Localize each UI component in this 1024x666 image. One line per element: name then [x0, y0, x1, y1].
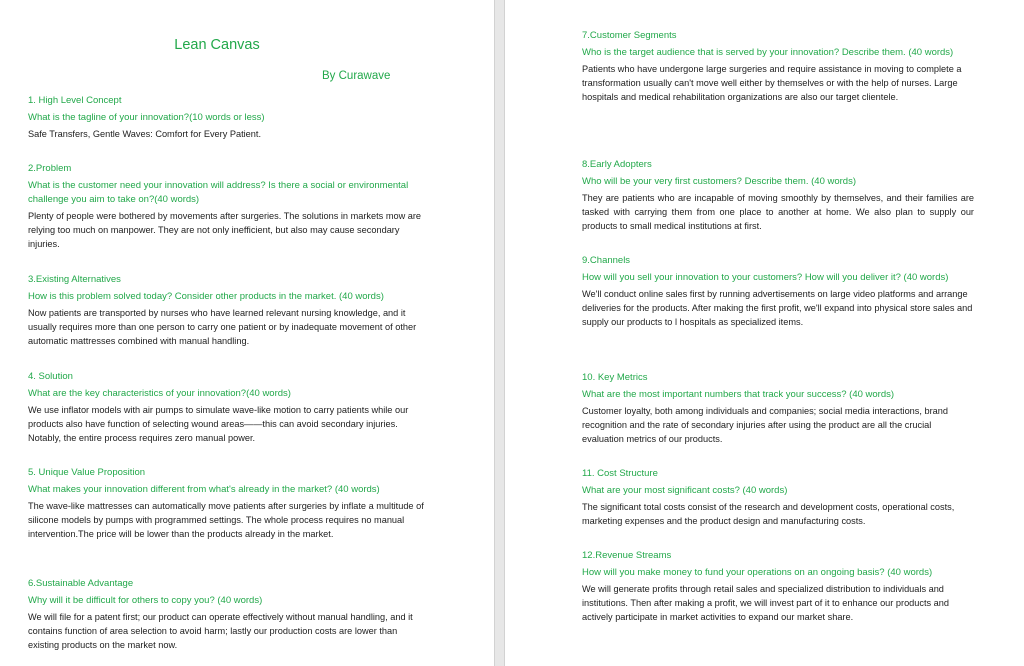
section-title: 1. High Level Concept: [28, 95, 122, 106]
section-revenue-streams: [582, 549, 974, 624]
section-answer: We will generate profits through retail sales and specialized distribution to individuals and institutions. Then after making a profit, we will invest part of it to enhance our products and actively participate in market activities to expand our market share.: [582, 584, 950, 622]
section-answer: We will file for a patent first; our product can operate effectively without manual handling, and it contains function of area selection to avoid harm; lastly our production costs are lower than existing products on the market now.: [28, 612, 413, 650]
section-title: 5. Unique Value Proposition: [28, 467, 146, 478]
section-solution: [28, 370, 424, 445]
document-page-left: [0, 0, 494, 666]
section-title: 3.Existing Alternatives: [28, 274, 121, 285]
section-question: What is the tagline of your innovation?(10 words or less): [28, 112, 265, 123]
section-title: 2.Problem: [28, 163, 72, 174]
section-title: 7.Customer Segments: [582, 30, 677, 41]
section-answer: They are patients who are incapable of moving smoothly by themselves, and their families are tasked with carrying them from one place to another at home. We also plan to supply our products to small medical institutions at first.: [582, 193, 974, 231]
section-answer: Now patients are transported by nurses who have learned relevant nursing knowledge, and it usually requires more than one person to carry one patient or by inadequate movement of other automatic mattresses combined with manual handling.: [28, 308, 417, 346]
section-question: What are the most important numbers that track your success? (40 words): [582, 389, 895, 400]
section-question: What are your most significant costs? (40 words): [582, 485, 788, 496]
section-cost-structure: [582, 467, 974, 528]
section-question: What is the customer need your innovation will address? Is there a social or environmental challenge you aim to take on?(40 words): [28, 180, 409, 205]
section-answer: Plenty of people were bothered by movements after surgeries. The solutions in markets mow are relying too much on manpower. They are not only inefficient, but also may cause secondary injuries.: [28, 211, 422, 249]
section-unique-value-proposition: [28, 466, 424, 541]
section-question: What makes your innovation different from what's already in the market? (40 words): [28, 484, 380, 495]
section-existing-alternatives: [28, 273, 424, 348]
section-title: 10. Key Metrics: [582, 372, 648, 383]
section-question: Why will it be difficult for others to copy you? (40 words): [28, 595, 263, 606]
author-byline: By Curawave: [322, 70, 391, 82]
section-channels: [582, 254, 974, 329]
section-question: How will you sell your innovation to your customers? How will you deliver it? (40 words): [582, 272, 949, 283]
document-page-right: [505, 0, 1024, 666]
section-question: How is this problem solved today? Consider other products in the market. (40 words): [28, 291, 384, 302]
section-answer: Safe Transfers, Gentle Waves: Comfort for Every Patient.: [28, 129, 262, 139]
section-problem: [28, 162, 424, 251]
section-sustainable-advantage: [28, 577, 424, 652]
section-question: Who is the target audience that is served by your innovation? Describe them. (40 words): [582, 47, 954, 58]
section-question: What are the key characteristics of your innovation?(40 words): [28, 388, 291, 399]
section-answer: We use inflator models with air pumps to simulate wave-like motion to carry patients while our products also have function of selecting wound areas——this can avoid secondary injuries. Notably, the entire process requires zero manual power.: [28, 405, 409, 443]
section-answer: The wave-like mattresses can automatically move patients after surgeries by inflate a multitude of silicone models by pumps with programmed settings. The whole process requires no manual intervention.The price will be lower than the products already in the market.: [28, 501, 424, 539]
section-answer: The significant total costs consist of the research and development costs, operational costs, marketing expenses and the product design and manufacturing costs.: [582, 502, 955, 526]
section-high-level-concept: [28, 94, 424, 141]
section-answer: Customer loyalty, both among individuals and companies; social media interactions, brand recognition and the rate of secondary injuries after using the product are all the crucial evaluation metrics of our products.: [582, 406, 948, 444]
page-title: Lean Canvas: [174, 37, 260, 53]
section-customer-segments: [582, 29, 974, 104]
section-answer: We'll conduct online sales first by running advertisements on large video platforms and arrange deliveries for the products. After making the first profit, we'll expand into physical store sales and supply our products to l hospitals as specialized items.: [582, 289, 973, 327]
section-question: How will you make money to fund your operations on an ongoing basis? (40 words): [582, 567, 933, 578]
section-key-metrics: [582, 371, 974, 446]
section-title: 4. Solution: [28, 371, 73, 382]
section-title: 6.Sustainable Advantage: [28, 578, 134, 589]
section-question: Who will be your very first customers? Describe them. (40 words): [582, 176, 856, 187]
section-title: 11. Cost Structure: [582, 468, 658, 479]
section-title: 9.Channels: [582, 255, 631, 266]
section-title: 12.Revenue Streams: [582, 550, 672, 561]
section-early-adopters: [582, 158, 974, 233]
section-answer: Patients who have undergone large surgeries and require assistance in moving to complete a transformation usually can't move well either by themselves or with the help of nurses. Large hospitals and medical rehabilitation organizations are also our target clientele.: [582, 64, 962, 102]
section-title: 8.Early Adopters: [582, 159, 652, 170]
page-gutter: [494, 0, 505, 666]
